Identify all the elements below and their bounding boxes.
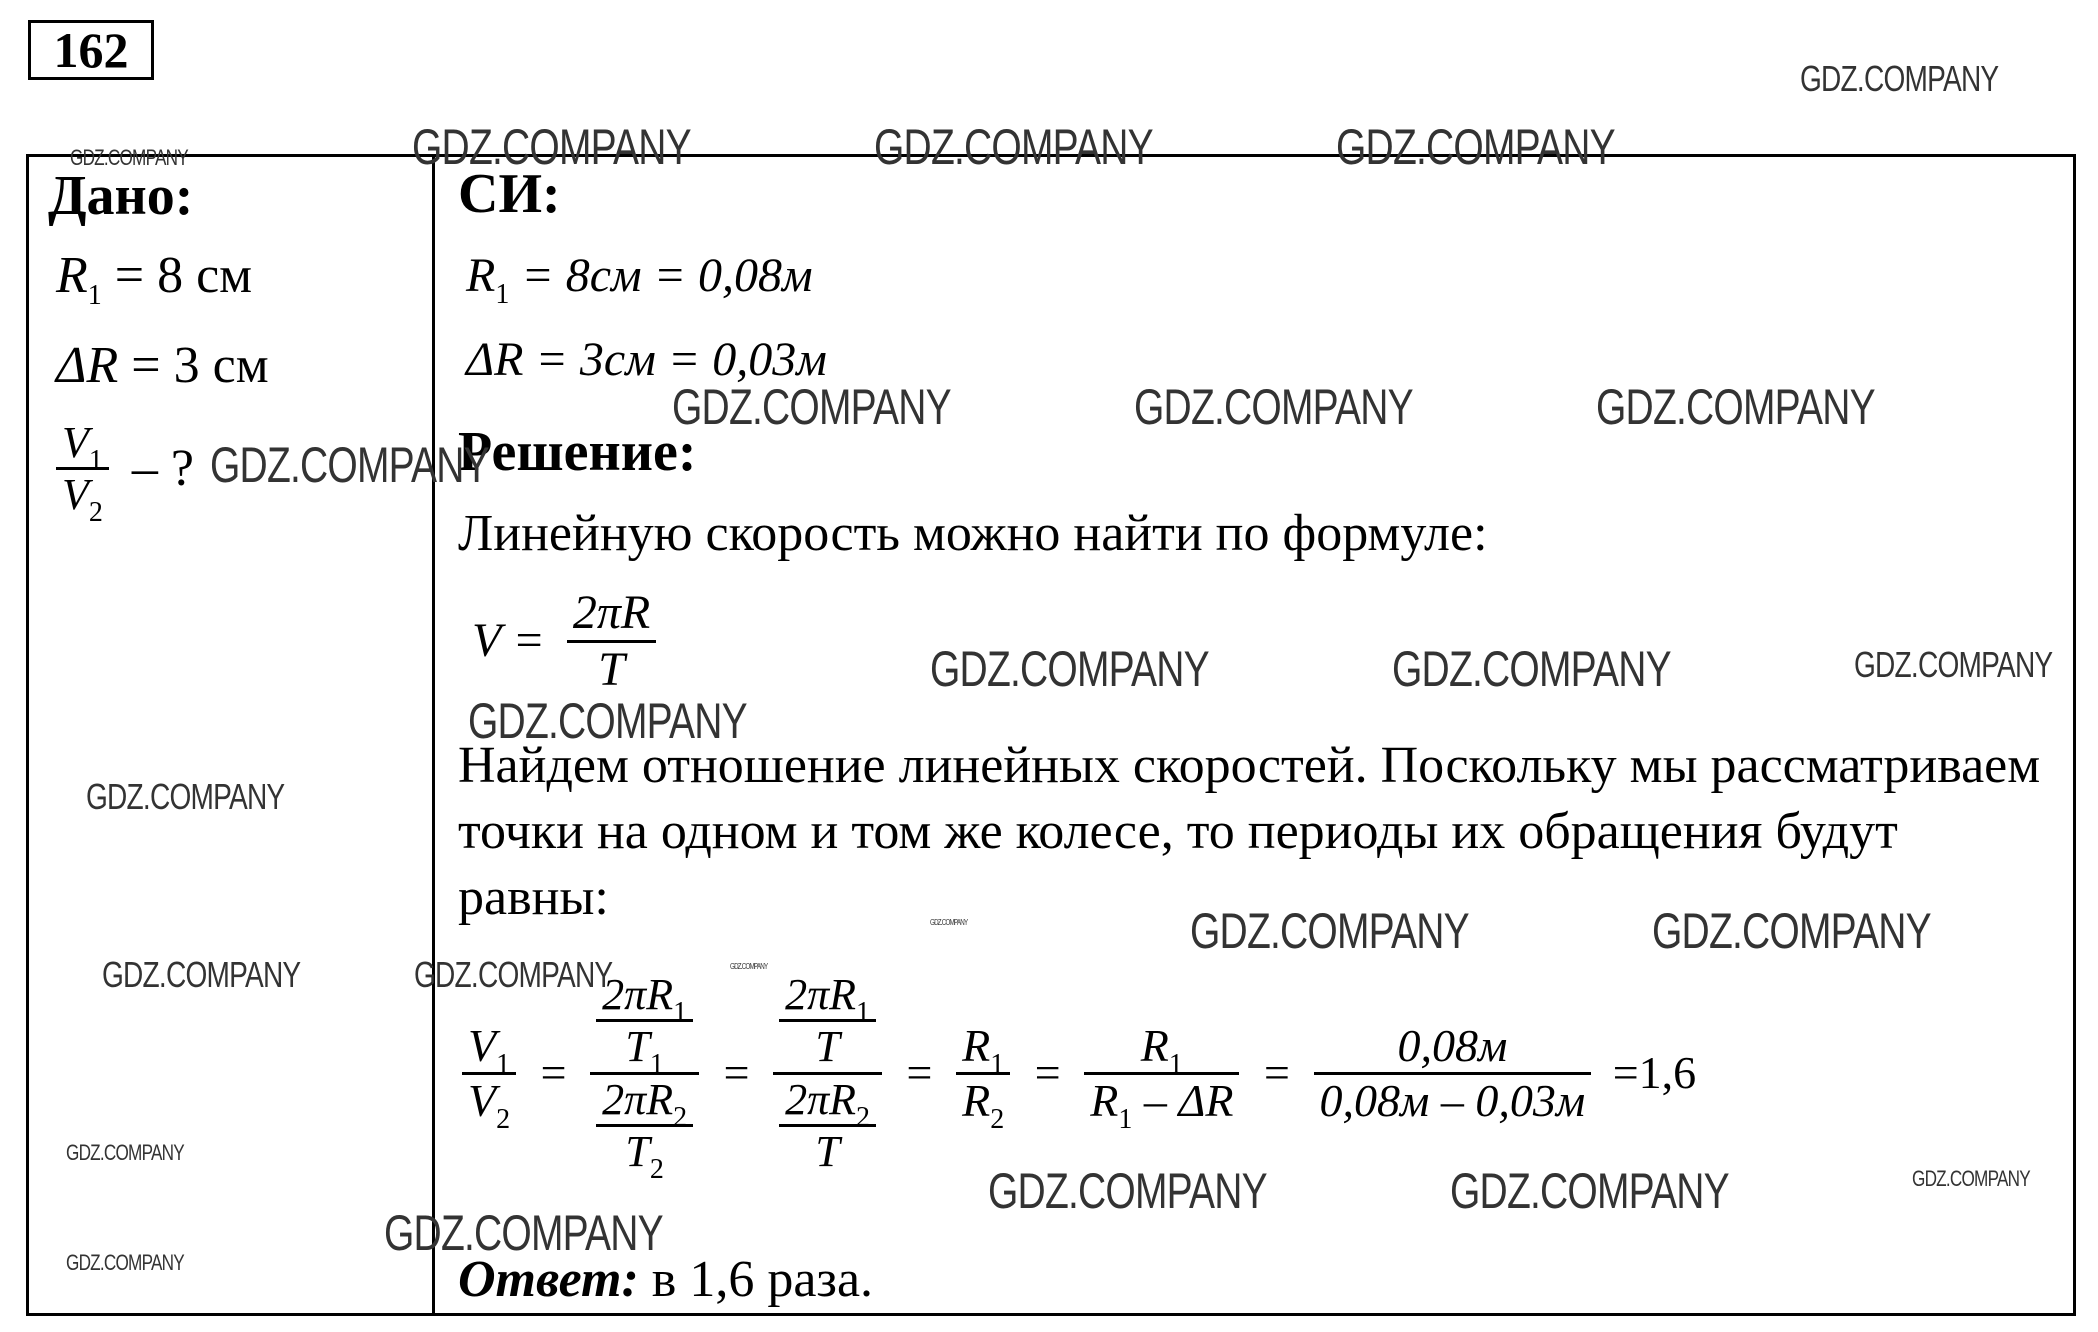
ratio-r1-delta: $\frac{R_1}{R_1 - \Delta R}$ <box>1084 1020 1239 1126</box>
watermark: GDZ.COMPANY <box>86 776 285 817</box>
watermark: GDZ.COMPANY <box>210 437 489 493</box>
watermark: GDZ.COMPANY <box>874 119 1153 175</box>
solution-heading: Решение: <box>458 421 697 483</box>
watermark: GDZ.COMPANY <box>66 1140 184 1165</box>
watermark: GDZ.COMPANY <box>1336 119 1615 175</box>
ratio-compound-2: $\frac{\frac{2\pi R_1}{T}}{\frac{2\pi R_2}{T}}$ <box>773 970 882 1176</box>
watermark: GDZ.COMPANY <box>102 954 301 995</box>
watermark: GDZ.COMPANY <box>1800 58 1999 99</box>
problem-number: 162 <box>28 20 154 80</box>
watermark: GDZ.COMPANY <box>70 145 188 170</box>
watermark: GDZ.COMPANY <box>1652 903 1931 959</box>
ratio-compound-1: $\frac{\frac{2\pi R_1}{T_1}}{\frac{2\pi R_2}{T_2}}$ <box>590 970 699 1176</box>
velocity-formula: V = $\frac{2\pi R}{T}$ <box>462 586 656 697</box>
watermark: GDZ.COMPANY <box>414 954 613 995</box>
watermark: GDZ.COMPANY <box>1190 903 1469 959</box>
solution-text-1: Линейную скорость можно найти по формуле: <box>458 505 1488 562</box>
answer: Ответ: в 1,6 раза. <box>458 1251 874 1308</box>
watermark: GDZ.COMPANY <box>468 693 747 749</box>
watermark: GDZ.COMPANY <box>930 641 1209 697</box>
watermark: GDZ.COMPANY <box>988 1163 1267 1219</box>
watermark: GDZ.COMPANY <box>672 379 951 435</box>
watermark: GDZ.COMPANY <box>1450 1163 1729 1219</box>
given-r1: $R_1 = 8$ см <box>56 247 253 311</box>
given-heading: Дано: <box>48 165 194 227</box>
si-delta-r: ΔR = 3см = 0,03м <box>466 333 827 386</box>
given-delta-r: ΔR = 3 см <box>56 337 269 394</box>
ratio-numeric: 0,08м 0,08м – 0,03м <box>1314 1020 1592 1126</box>
si-r1: $R_1 = 8см = 0,08м$ <box>466 249 813 310</box>
column-divider <box>432 154 435 1316</box>
given-find: $\frac{V_1}{V_2}$ – ? <box>56 418 204 520</box>
si-heading: СИ: <box>458 163 561 225</box>
solution-text-2: Найдем отношение линейных скоростей. Поскольку мы рассматриваем точки на одном и том же колесе, то периоды их обращения будут равны: <box>458 737 2041 926</box>
ratio-v1-v2: $\frac{V_1}{V_2}$ <box>462 1020 516 1126</box>
watermark: GDZ.COMPANY <box>1596 379 1875 435</box>
watermark: GDZ.COMPANY <box>412 119 691 175</box>
watermark: GDZ.COMPANY <box>384 1205 663 1261</box>
watermark: GDZ.COMPANY <box>1392 641 1671 697</box>
watermark: GDZ.COMPANY <box>1134 379 1413 435</box>
watermark: GDZ.COMPANY <box>1854 644 2053 685</box>
ratio-equation: $\frac{V_1}{V_2}$ = $\frac{\frac{2\pi R_1}{T_1}}{\frac{2\pi R_2}{T_2}}$ = $\frac{\frac{2\pi R_1}{T}}{\frac{2\pi R_2}{T}}$ = $\frac{R_1}{R_2}$ = $\frac{R_1}{R_1 - \Delta R}$ = 0,08м 0,08м – 0,03м =1,6 <box>462 970 1706 1176</box>
watermark: GDZ.COMPANY <box>1912 1166 2030 1191</box>
watermark: GDZ.COMPANY <box>930 918 968 927</box>
watermark: GDZ.COMPANY <box>66 1250 184 1275</box>
ratio-r1-r2: $\frac{R_1}{R_2}$ <box>956 1020 1010 1126</box>
watermark: GDZ.COMPANY <box>730 962 768 971</box>
